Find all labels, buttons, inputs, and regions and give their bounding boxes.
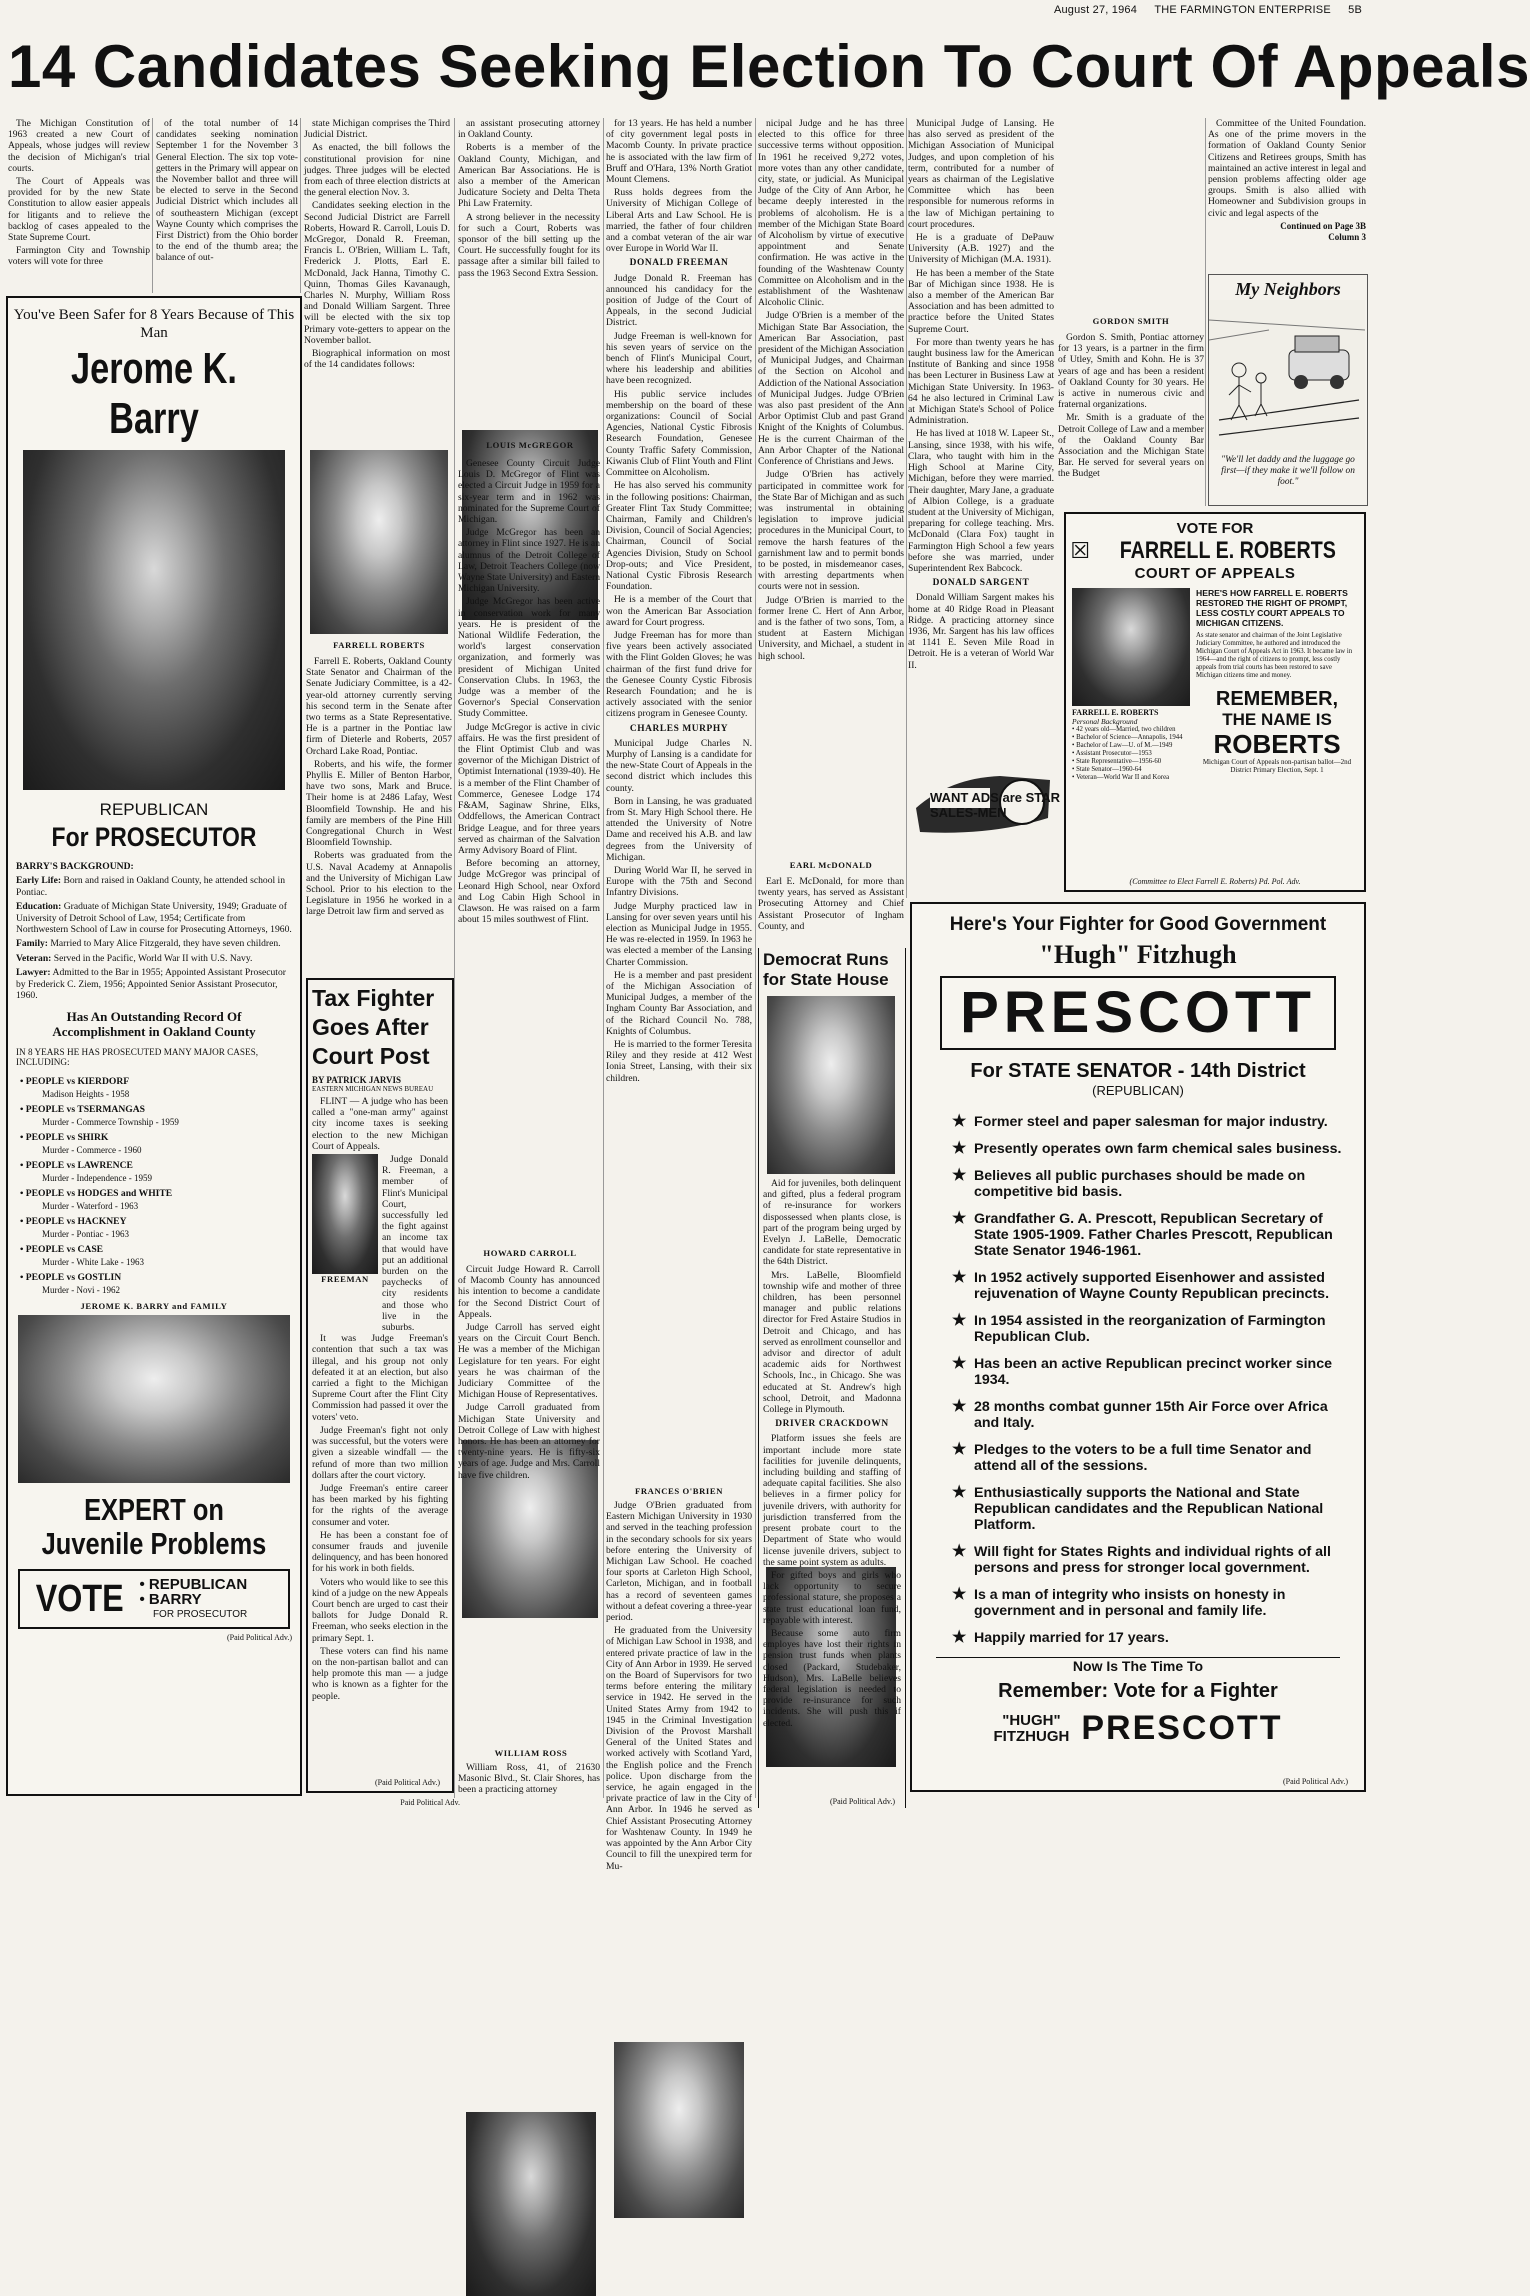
star-icon: ★ xyxy=(952,1113,967,1130)
barry-intro: You've Been Safer for 8 Years Because of This Man xyxy=(13,307,295,341)
tax-fighter-ad xyxy=(306,978,454,1793)
expert-line-1: EXPERT on xyxy=(84,1492,224,1528)
now-is-the-time: Now Is The Time To xyxy=(1067,1658,1209,1674)
paper-name: THE FARMINGTON ENTERPRISE xyxy=(1154,4,1331,16)
paid-note: (Paid Political Adv.) xyxy=(829,1797,895,1806)
story-paragraph: He is married to the former Teresita Riley and they reside at 412 West Ionia Street, Lansing, with their six children. xyxy=(606,1039,752,1084)
the-name-is: THE NAME IS xyxy=(1222,710,1332,729)
story-paragraph: Judge McGregor has been an attorney in Flint since 1927. He is an alumnus of the Detroit College of Law, Detroit Teachers College (now Wayne State University) and Eastern Michigan University. xyxy=(458,527,600,595)
tax-paragraph: It was Judge Freeman's contention that such a tax was illegal, and his group not only defeated it at an election, but also carried a fight to the Michigan Supreme Court after the Flint City Commission had passed it over the voters' veto. xyxy=(312,1333,448,1423)
continued-note: Continued on Page 3B xyxy=(1280,220,1366,231)
paid-note: (Paid Political Adv.) xyxy=(226,1633,292,1643)
prescott-name: PRESCOTT xyxy=(960,980,1316,1045)
story-paragraph: Judge McGregor has been active in conservation work for many years. He is president of the National Wildlife Federation, the world's largest conservation organization, and formerly was president of Michigan United Conservation Clubs. In 1963, the Judge was a member of the Governor's Special Conservation Study Committee. xyxy=(458,596,600,720)
story-paragraph: Judge Freeman is well-known for his seven years of service on the bench of Flint's Municipal Court, where his leadership and abilities have been recognized. xyxy=(606,330,752,387)
star-icon: ★ xyxy=(952,1355,967,1372)
roberts-facts: • 42 years old—Married, two children • Bachelor of Science—Annapolis, 1944 • Bachelor of Law—U. of M.—1949 • Assistant Prosecutor—1953 • State Representative—1956-60 • State Senator—1960-64 • Veteran—World War II and Korea xyxy=(1072,726,1183,781)
case-item: • PEOPLE vs KIERDORF Madison Heights - 1958 xyxy=(20,1076,130,1100)
column-rule xyxy=(152,118,153,293)
freeman-caption: FREEMAN xyxy=(321,1274,369,1285)
page-number: 5B xyxy=(1348,4,1362,16)
labelle-article xyxy=(758,948,906,1808)
intro-paragraph: of the total number of 14 candidates seeking nomination September 1 for the November 3 General Election. The six top vote-getters in the Primary will appear on the November ballot and three will be elected to serve in the Second Judicial District which includes all of southeastern Michigan (except Wayne County which comprises the First District) from the Ohio border to the end of the thumb area; the balance of out- xyxy=(156,118,298,264)
case-item: • PEOPLE vs TSERMANGAS Murder - Commerce Township - 1959 xyxy=(20,1104,179,1128)
star-icon: ★ xyxy=(952,1586,967,1603)
tax-lead: FLINT — A judge who has been called a "one-man army" against city income taxes is seeking election to the new Michigan Court of Appeals. xyxy=(312,1096,448,1152)
star-icon: ★ xyxy=(952,1167,967,1184)
roberts-sub: Michigan Court of Appeals non-partisan ballot—2nd District Primary Election, Sept. 1 xyxy=(1202,758,1352,774)
case-item: • PEOPLE vs LAWRENCE Murder - Independence - 1959 xyxy=(20,1160,152,1184)
story-paragraph: For gifted boys and girls who lack opportunity to secure professional stature, she proposes a state trust educational loan fund, repayable with interest. xyxy=(763,1569,901,1626)
col7-text xyxy=(908,118,1054,673)
bg-item: Lawyer: Admitted to the Bar in 1955; Appointed Assistant Prosecutor by Frederick C. Ziem, 1956; Appointed Senior Assistant Prosecutor, 1960. xyxy=(16,967,286,1002)
story-paragraph: He has been a member of the State Bar of Michigan since 1938. He is also a member of the American Bar Association and has been admitted to practice before the United States Supreme Court. xyxy=(908,267,1054,335)
star-icon: ★ xyxy=(952,1312,967,1329)
barry-ad xyxy=(6,296,302,1796)
barry-vote-box xyxy=(18,1569,290,1629)
bureau: EASTERN MICHIGAN NEWS BUREAU xyxy=(312,1085,434,1093)
story-paragraph: During World War II, he served in Europe with the 75th and Second Infantry Divisions. xyxy=(606,865,752,899)
smith-story xyxy=(1058,332,1204,480)
star-icon: ★ xyxy=(952,1629,967,1646)
vote-for-prosecutor: FOR PROSECUTOR xyxy=(152,1608,248,1620)
intro-paragraph: The Court of Appeals was provided for by the new State Constitution to allow easier appeals for litigants and to relieve the backlog of cases appealed to the State Supreme Court. xyxy=(8,176,150,244)
bg-item: Family: Married to Mary Alice Fitzgerald, they have seven children. xyxy=(16,938,281,950)
story-paragraph: Donald William Sargent makes his home at 40 Ridge Road in Pleasant Ridge. A practicing attorney since 1936, Mr. Sargent has his law offices at 1141 E. Seven Mile Road in Detroit. He is a veteran of World War II. xyxy=(908,592,1054,671)
tax-paragraph: Judge Donald R. Freeman, a member of Flint's Municipal Court, successfully led the fight against an income tax that would have put an additional burden on the paychecks of city residents and those who live in the suburbs. xyxy=(382,1154,448,1334)
story-paragraph: Judge McGregor is active in civic affairs. He was the first president of the Flint Optimist Club and was governor of the Michigan District of Optimist International (1939-40). He is a member of the Flint Chamber of Commerce, Genesee Lodge 174 F&AM, Saginaw Shrine, Elks, Oddfellows, the American Contract Bridge League, and for three years served as chairman of the Salvation Army Advisory Board of Flint. xyxy=(458,721,600,856)
story-paragraph: Roberts is a member of the Oakland County, Michigan, and American Bar Associations. He is also a member of the American Judicature Society and Delta Theta Phi Law Fraternity. xyxy=(458,142,600,210)
cartoon-drawing xyxy=(1209,300,1365,450)
point-item: ★ In 1954 assisted in the reorganization of Farmington Republican Club. xyxy=(952,1312,1326,1345)
story-paragraph: Russ holds degrees from the University of Michigan College of Liberal Arts and Law School. He is married, the father of four children and a combat veteran of the air war over Europe in World War II. xyxy=(606,187,752,255)
column-rule xyxy=(454,118,455,1798)
prescott-footer-name: PRESCOTT xyxy=(1081,1709,1283,1747)
barry-office: For PROSECUTOR xyxy=(51,822,257,852)
story-paragraph: Before becoming an attorney, Judge McGregor was principal of Leonard High School, near Oxford and Log Cabin High School in Clawson. He was raised on a farm about 15 miles southwest of Flint. xyxy=(458,858,600,926)
masthead xyxy=(10,4,1362,22)
freeman-photo xyxy=(312,1154,378,1274)
star-icon: ★ xyxy=(952,1484,967,1501)
barry-party: REPUBLICAN xyxy=(99,800,209,819)
prescott-name-box xyxy=(940,976,1336,1050)
roberts-caption: FARRELL ROBERTS xyxy=(333,640,425,650)
vote-republican: • REPUBLICAN xyxy=(139,1575,248,1593)
column-rule xyxy=(603,118,604,1798)
roberts-big: ROBERTS xyxy=(1213,729,1341,759)
prescott-office: For STATE SENATOR - 14th District xyxy=(970,1060,1306,1082)
story-paragraph: Judge O'Brien is married to the former Irene C. Hert of Ann Arbor, and is the father of two sons, Tom, a student at Eastern Michigan University, and Michael, a student in high school. xyxy=(758,594,904,662)
cartoon-caption: "We'll let daddy and the luggage go first—if they make it we'll follow on foot." xyxy=(1221,455,1355,487)
roberts-photo-sub: Personal Background xyxy=(1072,717,1138,726)
mcgregor-caption: LOUIS McGREGOR xyxy=(486,440,574,450)
mcgregor-story xyxy=(458,458,600,1040)
story-paragraph: Earl E. McDonald, for more than twenty years, has served as Assistant Prosecuting Attorney and Chief Assistant Prosecutor of Ingham County, and xyxy=(758,876,904,932)
story-paragraph: Judge Carroll has served eight years on the Circuit Court Bench. He was a member of the Michigan Legislature for ten years. For eight years he was chairman of the Judiciary Committee of the Michigan House of Representatives. xyxy=(458,1322,600,1401)
ross-photo xyxy=(466,2112,596,2296)
story-paragraph: Genesee County Circuit Judge Louis D. McGregor of Flint was elected a Circuit Judge in 1959 for a six-year term and in 1962 was nominated for the Supreme Court of Michigan. xyxy=(458,458,600,526)
story-paragraph: A strong believer in the necessity for such a Court, Roberts was sponsor of the bill setting up the Court. He successfully fought for its passage after a similar bill failed to pass the 1963 Second Extra Session. xyxy=(458,211,600,279)
bg-item: Education: Graduate of Michigan State University, 1949; Graduate of University of Detroit School of Law, 1954; Certificate from Northwestern School of Law in course for Prosecuting Attorneys, 1960. xyxy=(16,901,292,936)
want-ads-badge xyxy=(910,758,1060,842)
intro-column-3 xyxy=(304,118,450,443)
vote-for-label: VOTE FOR xyxy=(1176,520,1254,537)
story-paragraph: His public service includes membership on the board of these organizations: Council of Social Agencies, National Cystic Fibrosis Research Foundation, Genesee County Traffic Safety Commission, Kiwanis Club of Flint Youth and Flint Committee on Alcoholism. xyxy=(606,388,752,479)
story-paragraph: Mrs. LaBelle, Bloomfield township wife and mother of three children, has been personnel manager and public relations director for Fred Astaire Studios in Detroit and Chicago, and has served as enrollment counsellor and advisor and director of adult academic aids for Northwest Schools, Inc., in Chicago. She was educated at St. Andrew's high school, Detroit, and Madonna College in Plymouth. xyxy=(763,1269,901,1416)
roberts-fine-print: As state senator and chairman of the Joint Legislative Judiciary Committee, he authored and introduced the Michigan Court of Appeals Act in 1963. It became law in 1964—and the right of citizens to prompt, less costly appeals from trial courts has been restored to save Michigan citizens time and money. xyxy=(1196,632,1353,679)
story-paragraph: Judge Donald R. Freeman has announced his candidacy for the position of Judge of the Court of Appeals, in the second Judicial District. xyxy=(606,272,752,329)
roberts-story xyxy=(306,656,452,972)
roberts-ad-name: FARRELL E. ROBERTS xyxy=(1119,537,1336,564)
star-icon: ★ xyxy=(952,1441,967,1458)
prescott-ad xyxy=(910,902,1366,1792)
story-paragraph: Circuit Judge Howard R. Carroll of Macomb County has announced his intention to become a candidate for the Second District Court of Appeals. xyxy=(458,1264,600,1320)
point-item: ★ Pledges to the voters to be a full time Senator and attend all of the sessions. xyxy=(952,1441,1312,1474)
fitzhugh-label: FITZHUGH xyxy=(993,1727,1070,1745)
barry-portrait xyxy=(23,450,285,790)
case-item: • PEOPLE vs GOSTLIN Murder - Novi - 1962 xyxy=(20,1272,122,1296)
paid-note: (Paid Political Adv.) xyxy=(1282,1777,1348,1786)
bg-item: Veteran: Served in the Pacific, World War II with U.S. Navy. xyxy=(16,952,253,964)
story-paragraph: Judge O'Brien has actively participated in committee work for the State Bar of Michigan and as such was instrumental in obtaining legislation to improve judicial procedures in the Municipal Court, to remove the harsh features of the garnishment law and to permit bonds to be posted, in misdemeanor cases, with arresting departments when courts were not in session. xyxy=(758,469,904,593)
story-paragraph: Mr. Smith is a graduate of the Detroit College of Law and a member of the Oakland County Bar Association and the Michigan State Bar. He served for several years on the Budget xyxy=(1058,412,1204,480)
story-paragraph: Born in Lansing, he was graduated from St. Mary High School there. He attended the University of Notre Dame and received his A.B. and law degrees from the University of Michigan. xyxy=(606,795,752,863)
point-item: ★ Former steel and paper salesman for major industry. xyxy=(952,1113,1328,1130)
col4-top xyxy=(458,118,600,279)
story-paragraph: nicipal Judge and he has three elected to this office for three successive terms without opposition. In 1961 he received 9,272 votes, more votes than any other candidate, city, state, or judicial. As Municipal Judge of the City of Ann Arbor, he became deeply interested in the problems of alcoholism. He is a member of the Michigan State Board of Alcoholism by virtue of executive appointment and Senate confirmation. He was active in the founding of the Washtenaw County Committee on Alcoholism and in the establishment of the Washtenaw Alcoholic Clinic. xyxy=(758,118,904,309)
story-paragraph: Farrell E. Roberts, Oakland County State Senator and Chairman of the Senate Judiciary Committee, is a 42-year-old attorney currently serving his second term in the Senate after two terms as a State Representative. He is a partner in the Pontiac law firm of Dieterle and Roberts, 2057 Orchard Lake Road, Pontiac. xyxy=(306,656,452,757)
family-caption: JEROME K. BARRY and FAMILY xyxy=(80,1301,228,1312)
story-paragraph: Municipal Judge Charles N. Murphy of Lansing is a candidate for the new-State Court of Appeals in the second district which includes this county. xyxy=(606,737,752,794)
intro-paragraph: state Michigan comprises the Third Judicial District. xyxy=(304,118,450,141)
intro-paragraph: Farmington City and Township voters will vote for three xyxy=(8,245,150,268)
star-icon: ★ xyxy=(952,1543,967,1560)
cases-intro: IN 8 YEARS HE HAS PROSECUTED MANY MAJOR CASES, INCLUDING: xyxy=(16,1047,259,1068)
roberts-photo-label: FARRELL E. ROBERTS xyxy=(1072,708,1159,717)
issue-date: August 27, 1964 xyxy=(1053,4,1138,16)
ross-caption: WILLIAM ROSS xyxy=(494,1748,568,1758)
col8-text xyxy=(1208,118,1366,268)
story-paragraph: Committee of the United Foundation. As one of the prime movers in the formation of Oakland County Senior Citizens and Retirees groups, Smith has maintained an active interest in legal and pension problems affecting older age groups. Smith is also allied with Homeowner and Subdivision groups in civic and legal aspects of the xyxy=(1208,118,1366,219)
story-paragraph: He is a member and past president of the Michigan Association of Municipal Judges, a member of the Ingham County Bar Association, and of the Richard Council No. 788, Knights of Columbus. xyxy=(606,969,752,1037)
labelle-headline: Democrat Runs for State House xyxy=(763,950,889,989)
cartoon-title: My Neighbors xyxy=(1235,279,1341,299)
bg-item: Early Life: Born and raised in Oakland County, he attended school in Pontiac. xyxy=(16,875,286,898)
ross-story xyxy=(458,1762,600,1798)
roberts-photo xyxy=(310,450,448,634)
story-paragraph: Municipal Judge of Lansing. He has also served as president of the Michigan Association of Municipal Judges, and upon completion of his term, contributed for a number of years as chairman of the Legislative Committee which has been responsible for numerous reforms in the law of Michigan pertaining to court procedures. xyxy=(908,118,1054,230)
column-rule xyxy=(906,118,907,898)
point-item: ★ Happily married for 17 years. xyxy=(952,1629,1169,1646)
story-paragraph: an assistant prosecuting attorney in Oakland County. xyxy=(458,118,600,141)
carroll-story xyxy=(458,1264,600,1560)
point-item: ★ In 1952 actively supported Eisenhower and assisted rejuvenation of Wayne County Republican precincts. xyxy=(952,1269,1330,1302)
mcdonald-story xyxy=(758,876,904,944)
story-paragraph: for 13 years. He has held a number of city government legal posts in Macomb County. In private practice he is associated with the law firm of Bruff and O'Hara, 13% North Gratiot Mount Clemens. xyxy=(606,118,752,186)
obrien-story xyxy=(606,1500,752,1872)
story-paragraph: Roberts, and his wife, the former Phyllis E. Miller of Benton Harbor, have two sons, Mark and Bruce. Their home is at 2486 Lafay, West Bloomfield Township. He and his family are members of the Pine Hill Congregational Church in West Bloomfield Township. xyxy=(306,758,452,849)
carroll-caption: HOWARD CARROLL xyxy=(483,1248,577,1258)
star-icon: ★ xyxy=(952,1398,967,1415)
remember-label: REMEMBER, xyxy=(1215,688,1339,710)
story-paragraph: Judge Murphy practiced law in Lansing for over seven years until his election as Municipal Judge in 1955. He was re-elected in 1959. In 1963 he was elected a member of the Lansing Charter Commission. xyxy=(606,900,752,968)
star-icon: ★ xyxy=(952,1140,967,1157)
prescott-party: (REPUBLICAN) xyxy=(1092,1083,1184,1098)
point-item: ★ Grandfather G. A. Prescott, Republican Secretary of State 1905-1909. Father Charles Prescott, Republican State Senator 1946-1961. xyxy=(952,1210,1333,1259)
barry-family-photo xyxy=(18,1315,290,1483)
intro-paragraph: Biographical information on most of the 14 candidates follows: xyxy=(304,348,450,371)
expert-line-2: Juvenile Problems xyxy=(41,1526,267,1562)
point-item: ★ Will fight for States Rights and individual rights of all persons and press for stronger local government. xyxy=(952,1543,1331,1576)
column-rule xyxy=(300,118,301,293)
star-icon: ★ xyxy=(952,1210,967,1227)
remember-vote: Remember: Vote for a Fighter xyxy=(998,1680,1278,1702)
case-item: • PEOPLE vs HACKNEY Murder - Pontiac - 1963 xyxy=(20,1216,129,1240)
tax-paragraph: These voters can find his name on the non-partisan ballot and can help promote this man — a judge who is known as a fighter for the people. xyxy=(312,1645,448,1702)
hugh-label: "HUGH" xyxy=(1002,1711,1061,1729)
barry-background xyxy=(8,853,300,1001)
record-title: Has An Outstanding Record Of Accomplishment in Oakland County xyxy=(52,1009,256,1040)
point-item: ★ Believes all public purchases should be made on competitive bid basis. xyxy=(952,1167,1306,1200)
point-item: ★ Enthusiastically supports the National and State Republican candidates and the Republican National Platform. xyxy=(952,1484,1324,1533)
intro-paragraph: As enacted, the bill follows the constitutional provision for nine judges. Three judges will be elected from each of three election districts at the general election Nov. 3. xyxy=(304,142,450,199)
col6-text xyxy=(758,118,905,662)
point-item: ★ Is a man of integrity who insists on honesty in government and in personal and family life. xyxy=(952,1586,1286,1619)
column-rule xyxy=(1205,118,1206,506)
story-paragraph: Roberts was graduated from the U.S. Naval Academy at Annapolis and the University of Michigan Law School. Prior to his election to the Legislature in 1956 he worked in a large Detroit law firm and served as xyxy=(306,850,452,918)
obrien-photo xyxy=(614,2042,744,2218)
story-paragraph: Aid for juveniles, both delinquent and gifted, plus a federal program of re-insurance for workers dispossessed when plants close, is part of the program being urged by Evelyn J. LaBelle, Democratic candidate for state representative in the 64th District. xyxy=(763,1178,901,1268)
story-paragraph: He has also served his community in the following positions: Chairman, Greater Flint Tax Study Committee; Chairman, Family and Children's Division, Council of Social Agencies; Chairman, Council of Social Agencies Division, Study on School Drop-outs; and Vice President, National Cystic Fibrosis Research Foundation. xyxy=(606,480,752,593)
sargent-heading: DONALD SARGENT xyxy=(932,578,1030,589)
prescott-heading: Here's Your Fighter for Good Government xyxy=(949,914,1327,935)
column-rule xyxy=(755,118,756,1798)
background-title: BARRY'S BACKGROUND: xyxy=(16,861,134,872)
story-paragraph: Judge Carroll graduated from Michigan State University and Detroit College of Law with highest honors. He has been an attorney for twenty-nine years. He is fifty-six years of age. Judge and Mrs. Carroll have five children. xyxy=(458,1402,600,1481)
story-paragraph: Platform issues she feels are important include more state facilities for juvenile delinquents, including building and staffing of adequate capital facilities. She also believes in a firmer policy for juvenile drivers, with authority for jurisdiction transferred from the present probate court to the Department of State who would license juvenile drivers, subject to the same point system as adults. xyxy=(763,1433,901,1568)
story-paragraph: Because some auto firm employes have lost their rights in pension trust funds when plants closed (Packard, Studebaker, Hudson), Mrs. LaBelle believes federal legislation is needed to provide re-insurance for such incidents. She will push this if elected. xyxy=(763,1627,901,1729)
mcdonald-caption: EARL McDONALD xyxy=(789,860,873,870)
roberts-ad-photo xyxy=(1072,588,1190,706)
roberts-ad xyxy=(1064,512,1366,892)
story-paragraph: For more than twenty years he has taught business law for the American Institute of Banking and since 1958 has been Lecturer in Business Law at Michigan State University. In 1963-64 he also lectured in Criminal Law at Michigan State's School of Police Administration. xyxy=(908,336,1054,427)
tax-paragraph: Voters who would like to see this kind of a judge on the new Appeals Court bench are urged to cast their ballots for Judge Donald R. Freeman, who seeks election in the primary Sept. 1. xyxy=(312,1576,448,1644)
paid-note: Paid Political Adv. xyxy=(400,1798,460,1807)
story-paragraph: He graduated from the University of Michigan Law School in 1938, and entered private practice of law in the City of Ann Arbor in 1939. He served on the Board of Supervisors for two terms before entering the military service in 1942. He served in the United States Army from 1942 to 1945 in the Criminal Investigation Division of the Provost Marshall General of the United States and worked actively with Scotland Yard, the English police and the French police. Upon discharge from the service, he again engaged in the private practice of law in the City of Ann Arbor. In 1946 he served as Chief Assistant Prosecuting Attorney for Washtenaw County. In 1949 he was appointed by the Ann Arbor City Council to fill the unexpired term for Mu- xyxy=(606,1625,752,1872)
byline: BY PATRICK JARVIS xyxy=(312,1075,402,1085)
story-paragraph: Judge O'Brien graduated from Eastern Michigan University in 1930 and served in the teaching profession in the secondary schools for six years before entering the University of Michigan Law School. He coached four sports at Carleton High School, Carleton, Michigan, and in football has a record of seventeen games without a defeat covering a three-year period. xyxy=(606,1500,752,1624)
driver-heading: DRIVER CRACKDOWN xyxy=(775,1419,889,1430)
story-paragraph: Judge Freeman has for more than five years been actively associated with the Flint Golden Gloves; he was chairman of the first fund drive for the Genesee County Cystic Fibrosis Research Foundation; and he is actively associated with the senior citizens program in Genesee County. xyxy=(606,629,752,720)
court-of-appeals-label: COURT OF APPEALS xyxy=(1134,565,1296,582)
prescott-points xyxy=(912,1098,1364,1646)
point-item: ★ Presently operates own farm chemical sales business. xyxy=(952,1140,1342,1157)
want-ads-text: WANT ADS are STAR SALES-MEN xyxy=(930,790,1061,820)
tax-paragraph: Judge Freeman's entire career has been marked by his fighting for the rights of the average consumer and voter. xyxy=(312,1482,448,1528)
vote-barry: • BARRY xyxy=(139,1590,202,1608)
case-item: • PEOPLE vs CASE Murder - White Lake - 1963 xyxy=(20,1244,145,1268)
barry-name: Jerome K. Barry xyxy=(71,344,237,443)
point-item: ★ Has been an active Republican precinct worker since 1934. xyxy=(952,1355,1332,1388)
murphy-heading: CHARLES MURPHY xyxy=(629,723,729,734)
point-item: ★ 28 months combat gunner 15th Air Force over Africa and Italy. xyxy=(952,1398,1328,1431)
prescott-nickname: "Hugh" Fitzhugh xyxy=(1039,940,1237,969)
story-paragraph: He has lived at 1018 W. Lapeer St., Lansing, since 1938, with his wife, Clara, who taught with him in the High School at Marine City, Michigan, before they were married. Their daughter, Mary Jane, a graduate of Albion College, is a graduate student at the University of Michigan, preparing for college teaching. Mrs. McDonald (Clara Fox) taught in Farmington High School a few years before she was married, under Superintendent Rex Babcock. xyxy=(908,428,1055,574)
freeman-heading: DONALD FREEMAN xyxy=(629,258,729,269)
vote-word: VOTE xyxy=(35,1577,124,1620)
intro-paragraph: The Michigan Constitution of 1963 created a new Court of Appeals, whose judges will review the decision of Michigan's trial courts. xyxy=(8,118,150,174)
obrien-caption: FRANCES O'BRIEN xyxy=(634,1486,724,1496)
story-paragraph: He is a graduate of DePauw University (A.B. 1927) and the University of Michigan (M.A. 1931). xyxy=(908,232,1054,266)
story-paragraph: He is a member of the Court that won the American Bar Association award for Court progress. xyxy=(606,594,752,628)
story-paragraph: William Ross, 41, of 21630 Masonic Blvd., St. Clair Shores, has been a practicing attorney xyxy=(458,1762,600,1796)
checkbox-icon: ☒ xyxy=(1070,538,1091,563)
tax-fighter-headline: Tax Fighter Goes After Court Post xyxy=(312,985,435,1069)
tax-paragraph: Judge Freeman's fight not only was successful, but the voters were given a sizeable windfall — the refund of more than two million dollars after the court victory. xyxy=(312,1424,448,1481)
col5-text xyxy=(606,118,752,1308)
case-item: • PEOPLE vs HODGES and WHITE Murder - Waterford - 1963 xyxy=(20,1188,173,1212)
my-neighbors-cartoon xyxy=(1208,274,1368,506)
continued-column: Column 3 xyxy=(1328,232,1366,243)
roberts-how: HERE'S HOW FARRELL E. ROBERTS RESTORED THE RIGHT OF PROMPT, LESS COSTLY COURT APPEALS TO MICHIGAN CITIZENS. xyxy=(1196,588,1348,628)
smith-caption: GORDON SMITH xyxy=(1092,316,1170,326)
case-item: • PEOPLE vs SHIRK Murder - Commerce - 1960 xyxy=(20,1132,142,1156)
intro-paragraph: Candidates seeking election in the Second Judicial District are Farrell Roberts, Howard R. Carroll, Louis D. McGregor, Donald R. Freeman, Francis L. O'Brien, William L. Taft, Frederick J. Plotts, Earl E. McDonald, Jack Hanna, Timothy C. Quinn, Thomas Giles Kavanaugh, Charles N. Murphy, William Ross and Donald William Sargent. Three will be elected with the six top Primary vote-getters to appear on the November ballot. xyxy=(304,200,450,346)
paid-note: (Paid Political Adv.) xyxy=(374,1778,440,1787)
tax-paragraph: He has been a constant foe of consumer frauds and juvenile delinquency, and has been honored for his work in both fields. xyxy=(312,1529,448,1575)
story-paragraph: Gordon S. Smith, Pontiac attorney for 13 years, is a partner in the firm of Utley, Smith and Kohn. He is 37 years of age and has been a resident of Oakland County for 30 years. He is active in numerous civic and fraternal organizations. xyxy=(1058,332,1204,411)
star-icon: ★ xyxy=(952,1269,967,1286)
case-list xyxy=(8,1067,300,1295)
roberts-committee: (Committee to Elect Farrell E. Roberts) Pd. Pol. Adv. xyxy=(1129,877,1301,886)
page-headline: 14 Candidates Seeking Election To Court Of Appeals xyxy=(8,33,1530,100)
story-paragraph: Judge O'Brien is a member of the Michigan State Bar Association, the American Bar Association, past president of the Michigan Association of Municipal Judges, and Chairman of the Section on Alcohol and Addiction of the National Association of Municipal Judges. Judge O'Brien was also past president of the Ann Arbor Optimist Club and past Grand Knight of the Knights of Columbus. He is the current Chairman of the Ann Arbor Chapter of the National Conference of Christians and Jews. xyxy=(758,310,905,468)
labelle-photo xyxy=(767,996,895,1174)
